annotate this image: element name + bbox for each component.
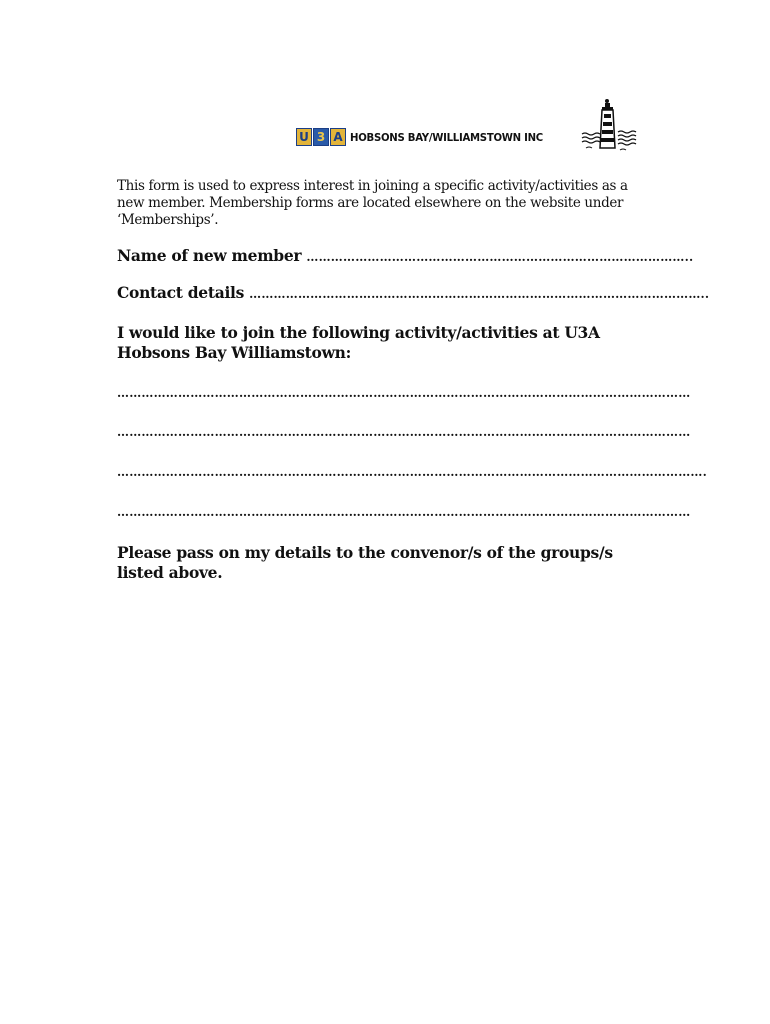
u3a-logo — [296, 128, 346, 146]
logo-letter-a: A — [330, 128, 346, 146]
contact-field-label: Contact details — [117, 283, 245, 302]
activity-line-2[interactable]: …………………………………………………………………………………………………………………………… — [117, 425, 691, 439]
contact-field-row[interactable] — [117, 283, 709, 302]
name-field-dots[interactable]: ………………………………………………………………………………….. — [306, 250, 694, 264]
activities-prompt: I would like to join the following activity/activities at U3A Hobsons Bay Williamstown: — [117, 323, 600, 362]
logo-letter-u: U — [296, 128, 312, 146]
organisation-name: HOBSONS BAY/WILLIAMSTOWN INC — [350, 131, 543, 144]
closing-statement: Please pass on my details to the convenor/s of the groups/s listed above. — [117, 543, 613, 582]
activity-line-3[interactable]: ………………………………………………………………………………………………………………………………. — [117, 465, 707, 479]
activity-line-4[interactable]: …………………………………………………………………………………………………………………………… — [117, 505, 691, 519]
logo-letter-3: 3 — [313, 128, 329, 146]
lighthouse-icon — [580, 96, 640, 154]
name-field-row[interactable] — [117, 246, 693, 265]
intro-paragraph: This form is used to express interest in joining a specific activity/activities as a new member. Membership forms are located elsewhere on the website under ‘Memberships’. — [117, 178, 628, 228]
name-field-label: Name of new member — [117, 246, 302, 265]
contact-field-dots[interactable]: ………………………………………………………………………………………………….. — [249, 287, 710, 301]
activity-line-1[interactable]: …………………………………………………………………………………………………………………………… — [117, 386, 691, 400]
